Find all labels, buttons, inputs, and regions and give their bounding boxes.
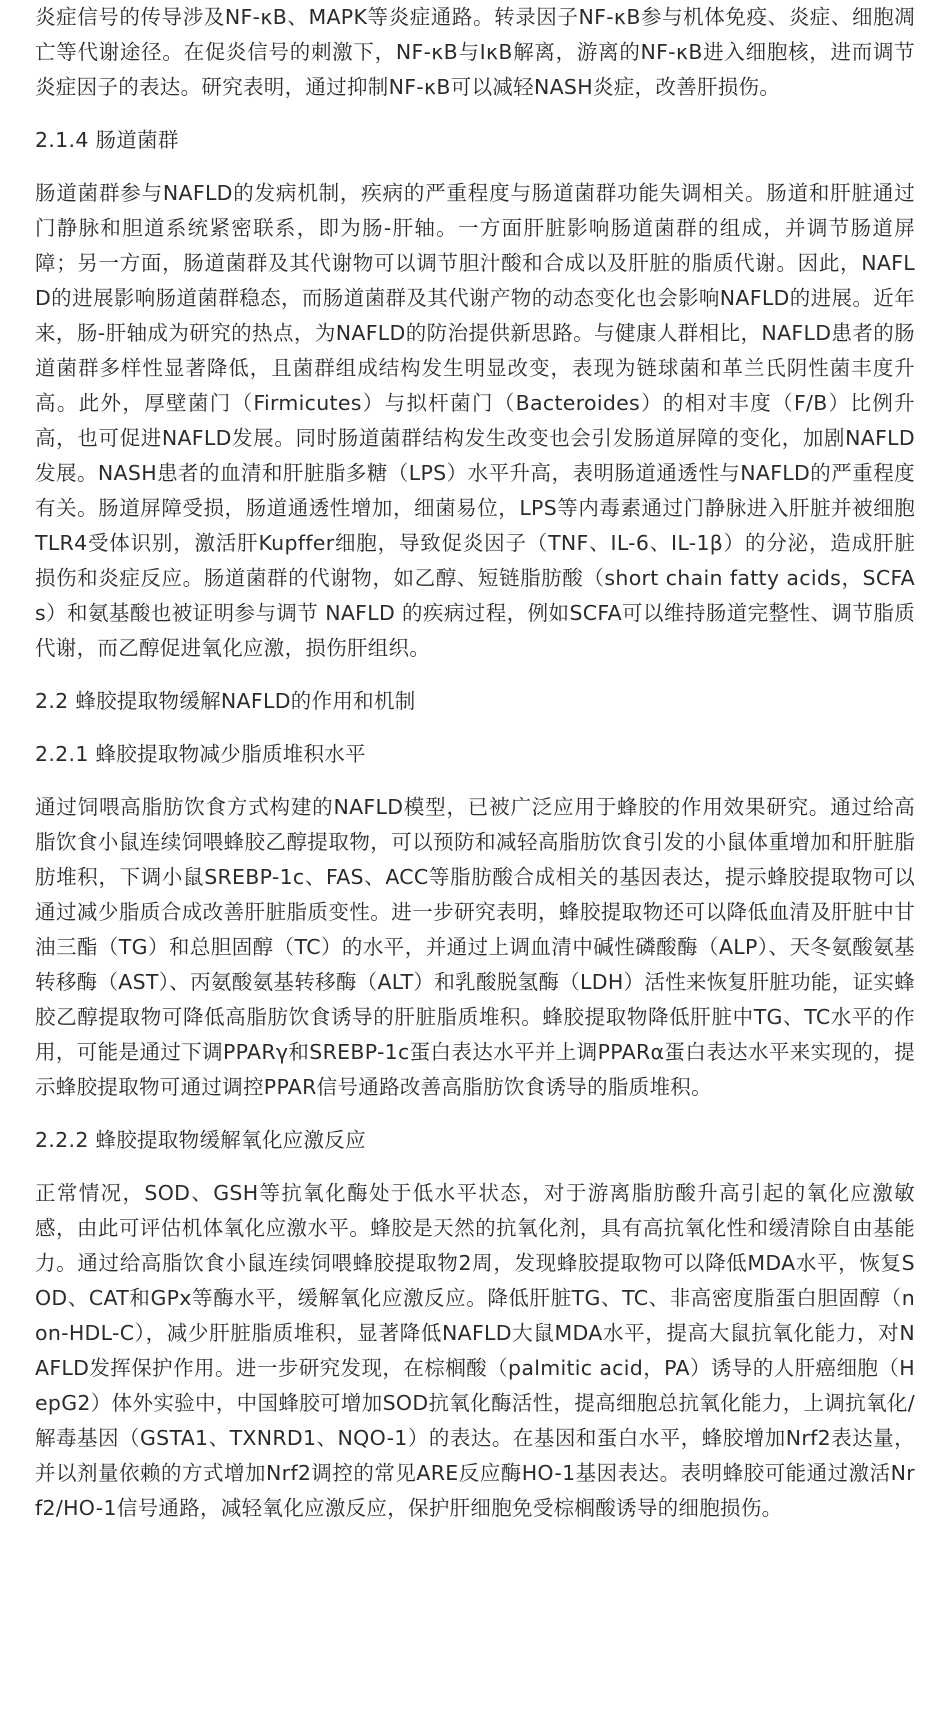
- paragraph-inflammation-signaling: 炎症信号的传导涉及NF-κB、MAPK等炎症通路。转录因子NF-κB参与机体免疫、炎症、细胞凋亡等代谢途径。在促炎信号的刺激下，NF-κB与IκB解离，游离的NF-κB进入细胞核，进而调节炎症因子的表达。研究表明，通过抑制NF-κB可以减轻NASH炎症，改善肝损伤。: [35, 5, 915, 99]
- paragraph-lipid-accumulation: 通过饲喂高脂肪饮食方式构建的NAFLD模型，已被广泛应用于蜂胶的作用效果研究。通过给高脂饮食小鼠连续饲喂蜂胶乙醇提取物，可以预防和减轻高脂肪饮食引发的小鼠体重增加和肝脏脂肪堆积，下调小鼠SREBP-1c、FAS、ACC等脂肪酸合成相关的基因表达，提示蜂胶提取物可以通过减少脂质合成改善肝脏脂质变性。进一步研究表明，蜂胶提取物还可以降低血清及肝脏中甘油三酯（TG）和总胆固醇（TC）的水平，并通过上调血清中碱性磷酸酶（ALP）、天冬氨酸氨基转移酶（AST）、丙氨酸氨基转移酶（ALT）和乳酸脱氢酶（LDH）活性来恢复肝脏功能，证实蜂胶乙醇提取物可降低高脂肪饮食诱导的肝脏脂质堆积。蜂胶提取物降低肝脏中TG、TC水平的作用，可能是通过下调PPARγ和SREBP-1c蛋白表达水平并上调PPARα蛋白表达水平来实现的，提示蜂胶提取物可通过调控PPAR信号通路改善高脂肪饮食诱导的脂质堆积。: [35, 795, 915, 1099]
- article-body: [35, 0, 915, 1526]
- section-heading-2-2-2: 2.2.2 蜂胶提取物缓解氧化应激反应: [35, 1128, 366, 1152]
- paragraph-gut-microbiota: 肠道菌群参与NAFLD的发病机制，疾病的严重程度与肠道菌群功能失调相关。肠道和肝脏通过门静脉和胆道系统紧密联系，即为肠-肝轴。一方面肝脏影响肠道菌群的组成，并调节肠道屏障；另一方面，肠道菌群及其代谢物可以调节胆汁酸和合成以及肝脏的脂质代谢。因此，NAFLD的进展影响肠道菌群稳态，而肠道菌群及其代谢产物的动态变化也会影响NAFLD的进展。近年来，肠-肝轴成为研究的热点，为NAFLD的防治提供新思路。与健康人群相比，NAFLD患者的肠道菌群多样性显著降低，且菌群组成结构发生明显改变，表现为链球菌和革兰氏阴性菌丰度升高。此外，厚壁菌门（Firmicutes）与拟杆菌门（Bacteroides）的相对丰度（F/B）比例升高，也可促进NAFLD发展。同时肠道菌群结构发生改变也会引发肠道屏障的变化，加剧NAFLD发展。NASH患者的血清和肝脏脂多糖（LPS）水平升高，表明肠道通透性与NAFLD的严重程度有关。肠道屏障受损，肠道通透性增加，细菌易位，LPS等内毒素通过门静脉进入肝脏并被细胞TLR4受体识别，激活肝Kupffer细胞，导致促炎因子（TNF、IL-6、IL-1β）的分泌，造成肝脏损伤和炎症反应。肠道菌群的代谢物，如乙醇、短链脂肪酸（short chain fatty acids，SCFAs）和氨基酸也被证明参与调节 NAFLD 的疾病过程，例如SCFA可以维持肠道完整性、调节脂质代谢，而乙醇促进氧化应激，损伤肝组织。: [35, 181, 915, 660]
- section-heading-2-2-1: 2.2.1 蜂胶提取物减少脂质堆积水平: [35, 742, 366, 766]
- section-heading-2-2: 2.2 蜂胶提取物缓解NAFLD的作用和机制: [35, 689, 416, 713]
- section-heading-2-1-4: 2.1.4 肠道菌群: [35, 128, 179, 152]
- paragraph-oxidative-stress: 正常情况，SOD、GSH等抗氧化酶处于低水平状态，对于游离脂肪酸升高引起的氧化应激敏感，由此可评估机体氧化应激水平。蜂胶是天然的抗氧化剂，具有高抗氧化性和缓清除自由基能力。通过给高脂饮食小鼠连续饲喂蜂胶提取物2周，发现蜂胶提取物可以降低MDA水平，恢复SOD、CAT和GPx等酶水平，缓解氧化应激反应。降低肝脏TG、TC、非高密度脂蛋白胆固醇（non-HDL-C），减少肝脏脂质堆积，显著降低NAFLD大鼠MDA水平，提高大鼠抗氧化能力，对NAFLD发挥保护作用。进一步研究发现，在棕榈酸（palmitic acid，PA）诱导的人肝癌细胞（HepG2）体外实验中，中国蜂胶可增加SOD抗氧化酶活性，提高细胞总抗氧化能力，上调抗氧化/解毒基因（GSTA1、TXNRD1、NQO-1）的表达。在基因和蛋白水平，蜂胶增加Nrf2表达量，并以剂量依赖的方式增加Nrf2调控的常见ARE反应酶HO-1基因表达。表明蜂胶可能通过激活Nrf2/HO-1信号通路，减轻氧化应激反应，保护肝细胞免受棕榈酸诱导的细胞损伤。: [35, 1181, 915, 1520]
